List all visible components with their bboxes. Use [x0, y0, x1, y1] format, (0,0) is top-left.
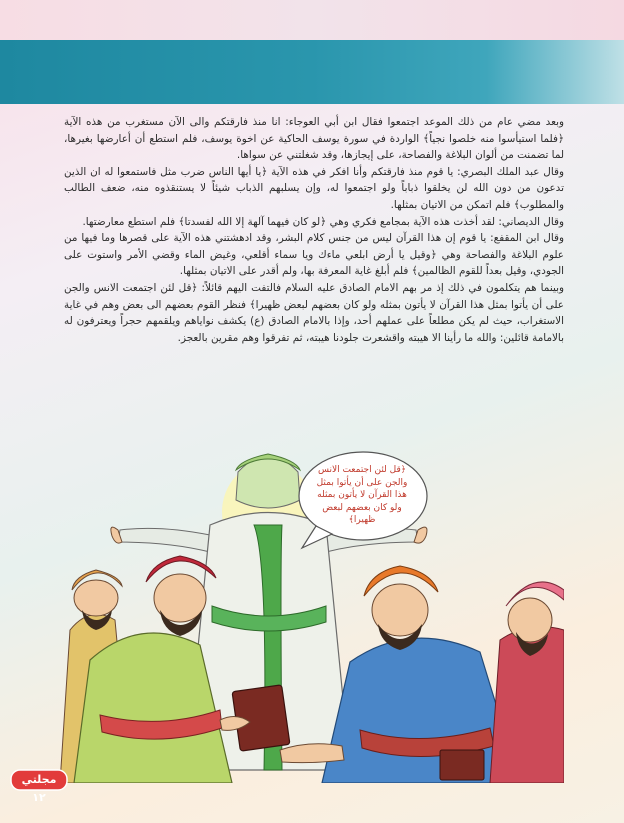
top-decorative-band: [0, 0, 624, 40]
speech-bubble-text: ﴿قل لئن اجتمعت الانس والجن على أن يأتوا بمثل هذا القرآن لا يأتون بمثله ولو كان بعضهم لبعض ظهيرا﴾: [316, 465, 408, 525]
article-paragraph: وقال الديصاني: لقد أخذت هذه الآية بمجامع فكري وهي ﴿لو كان فيهما آلهة إلا الله لفسدتا﴾ فلم استطع معارضتها.: [82, 215, 564, 228]
article-paragraph: وبينما هم يتكلمون في ذلك إذ مر بهم الامام الصادق عليه السلام فالتفت اليهم قائلاً: ﴿قل لئن اجتمعت الانس والجن على أن يأتوا بمثل هذا القرآن لا يأتون بمثله ولو كان بعضهم لبعض ظهيرا﴾ فنظر القوم بعضهم الى بعض وهم في غاية الاستغراب، حيث لم يكن مطلعاً على عملهم أحد، وإذا بالامام الصادق (ع) يكشف نواياهم ويلقمهم حجراً ويعترفون له بالامامة قائلين: والله ما رأينا الا هيبته واقشعرت جلودنا هيبته، ثم تفرقوا وهم مقرين بالعجز.: [64, 281, 564, 344]
article-body: [64, 114, 564, 346]
article-paragraph: وقال ابن المقفع: يا قوم إن هذا القرآن ليس من جنس كلام البشر، وقد ادهشتني هذه الآية على قصرها وما فيها من علوم البلاغة والفصاحة وهي ﴿وقيل يا أرض ابلعي ماءك ويا سماء أقلعي، وغيض الماء وقضي الأمر واستوت على الجودي، وقيل بعداً للقوم الظالمين﴾ فلم أبلغ غاية المعرفة بها، ولم أقدر على الاتيان بمثلها.: [64, 232, 564, 278]
page-number-badge: مجلتي ١٢: [21, 773, 57, 804]
article-paragraph: وقال عبد الملك البصري: يا قوم منذ فارقتكم وأنا افكر في هذه الآية ﴿يا أيها الناس ضرب مثل فاستمعوا له ان الذين تدعون من دون الله لن يخلقوا ذباباً ولو اجتمعوا له، وإن يسلبهم الذباب شيئاً لا يستنقذوه منه، ضعف الطالب والمطلوب﴾ فلم اتمكن من الاتيان بمثلها.: [64, 165, 564, 211]
page-header-band: [0, 40, 624, 104]
figure-right-back: [490, 582, 564, 783]
article-paragraph: وبعد مضي عام من ذلك الموعد اجتمعوا فقال ابن أبي العوجاء: انا منذ فارقتكم والى الآن مستغرب من هذه الآية ﴿فلما استيأسوا منه خلصوا نجياً﴾ الواردة في سورة يوسف الحاكية عن اخوة يوسف، فلم استطع أن أعارضها بغيرها، لما تضمنت من ألوان البلاغة والفصاحة، على إيجازها، وقد شغلتني عن سواها.: [64, 116, 564, 162]
